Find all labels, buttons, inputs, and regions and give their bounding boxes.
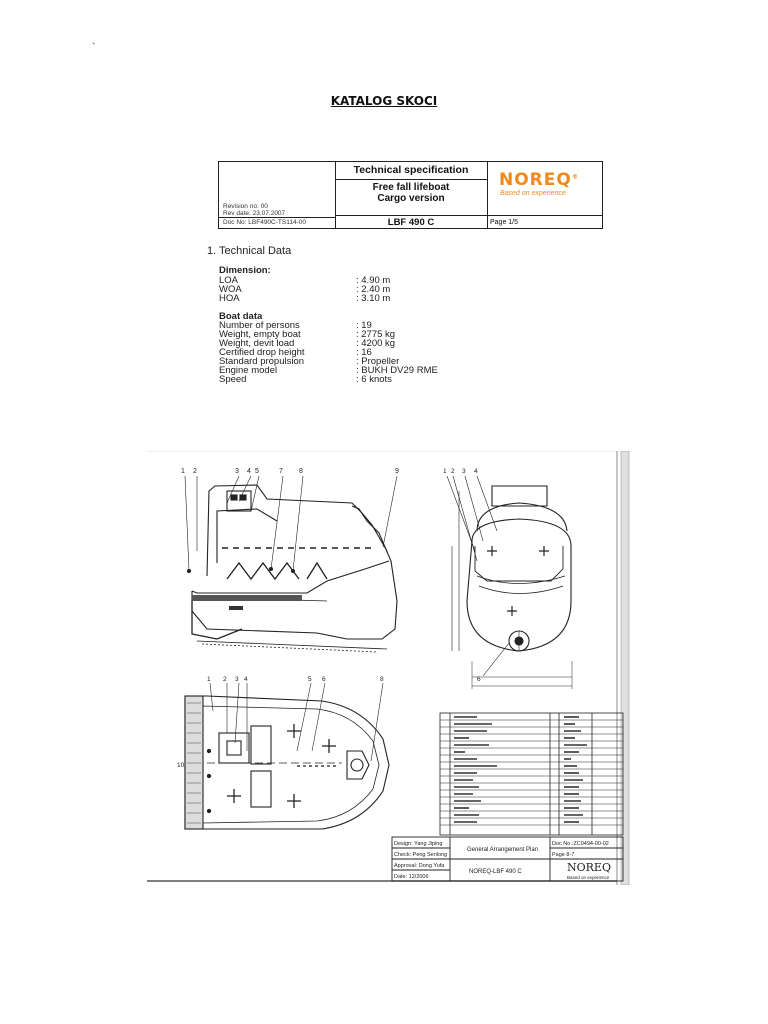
svg-text:3: 3 — [235, 676, 239, 683]
front-view-callouts — [443, 468, 481, 683]
page-number: Page 1/5 — [487, 215, 602, 229]
svg-text:6: 6 — [477, 676, 481, 683]
svg-text:1: 1 — [207, 676, 211, 683]
svg-text:Design: Yang Jiping: Design: Yang Jiping — [394, 841, 443, 847]
svg-text:2: 2 — [223, 676, 227, 683]
spec-value: : 19 — [356, 320, 372, 331]
spec-label: Standard propulsion — [219, 356, 305, 367]
page-title: KATALOG SKOCI — [330, 94, 438, 108]
spec-label: Weight, devit load — [219, 338, 295, 349]
svg-text:NOREQ-LBF 490 C: NOREQ-LBF 490 C — [469, 869, 522, 875]
svg-text:Date: 12/2006: Date: 12/2006 — [394, 874, 429, 880]
logo-cell — [487, 162, 602, 228]
svg-text:Doc No.:ZC0494-00-02: Doc No.:ZC0494-00-02 — [552, 841, 609, 847]
plan-view — [185, 683, 389, 829]
plan-view-callouts — [177, 676, 384, 769]
svg-text:General Arrangement Plan: General Arrangement Plan — [467, 847, 539, 853]
spec-subtitle — [335, 182, 487, 204]
spec-header-box — [218, 161, 603, 229]
document-no: Doc No: LBF490C-TS114-00 — [219, 217, 335, 227]
spec-value: : BUKH DV29 RME — [356, 365, 438, 376]
spec-label: Engine model — [219, 365, 278, 376]
svg-text:6: 6 — [322, 676, 326, 683]
parts-list-table — [440, 713, 623, 835]
spec-label: Number of persons — [219, 320, 300, 331]
general-arrangement-drawing — [147, 451, 635, 885]
svg-text:Approval: Dong Yufa: Approval: Dong Yufa — [394, 863, 445, 869]
noreq-logo: NOREQ® — [499, 170, 579, 190]
model-name: LBF 490 C — [335, 215, 487, 230]
svg-text:1: 1 — [181, 468, 185, 475]
spec-value: : 3.10 m — [356, 293, 391, 304]
revision-cell — [219, 162, 336, 228]
svg-text:5: 5 — [255, 468, 259, 475]
spec-label: Weight, empty boat — [219, 329, 301, 340]
revision-no: Revision no: 00 — [223, 203, 268, 210]
revision-date: Rev date: 23.07.2007 — [223, 210, 286, 217]
svg-text:7: 7 — [279, 468, 283, 475]
logo-tagline: Based on experience — [500, 190, 566, 197]
side-view-callouts — [181, 468, 399, 475]
svg-text:9: 9 — [395, 468, 399, 475]
svg-text:Based on experience: Based on experience — [567, 875, 610, 880]
spec-value: : 16 — [356, 347, 372, 358]
title-block-text — [394, 841, 611, 880]
svg-text:4: 4 — [244, 676, 248, 683]
spec-title: Technical specification — [335, 162, 487, 180]
svg-text:Check: Peng Senlong: Check: Peng Senlong — [394, 852, 448, 858]
boat-data-title: Boat data — [219, 311, 263, 322]
svg-text:Page 8-7: Page 8-7 — [552, 852, 575, 858]
svg-text:2: 2 — [193, 468, 197, 475]
svg-text:5: 5 — [308, 676, 312, 683]
svg-text:NOREQ: NOREQ — [567, 861, 611, 874]
spec-label: Speed — [219, 374, 247, 385]
spec-label: HOA — [219, 293, 240, 304]
spec-label: WOA — [219, 284, 242, 295]
front-view — [447, 476, 572, 689]
svg-text:4: 4 — [474, 468, 478, 475]
frame-edge — [621, 451, 629, 885]
svg-text:3: 3 — [462, 468, 466, 475]
svg-text:3: 3 — [235, 468, 239, 475]
svg-text:8: 8 — [299, 468, 303, 475]
side-view — [185, 476, 397, 652]
dimension-title: Dimension: — [219, 265, 271, 276]
title-cell — [335, 162, 488, 228]
spec-label: LOA — [219, 275, 239, 286]
spec-value: : 2775 kg — [356, 329, 396, 340]
svg-text:8: 8 — [380, 676, 384, 683]
spec-value: : 4.90 m — [356, 275, 391, 286]
technical-data-heading: 1. Technical Data — [207, 245, 292, 257]
subtitle-line-2: Cargo version — [377, 193, 445, 204]
svg-text:10: 10 — [177, 762, 185, 769]
spec-value: : 2.40 m — [356, 284, 391, 295]
stray-mark: ` — [92, 42, 96, 54]
spec-value: : 4200 kg — [356, 338, 396, 349]
spec-label: Certified drop height — [219, 347, 305, 358]
svg-text:1: 1 — [443, 468, 447, 475]
svg-text:2: 2 — [451, 468, 455, 475]
subtitle-line-1: Free fall lifeboat — [372, 182, 450, 193]
svg-text:4: 4 — [247, 468, 251, 475]
spec-value: : Propeller — [356, 356, 400, 367]
spec-value: : 6 knots — [356, 374, 392, 385]
